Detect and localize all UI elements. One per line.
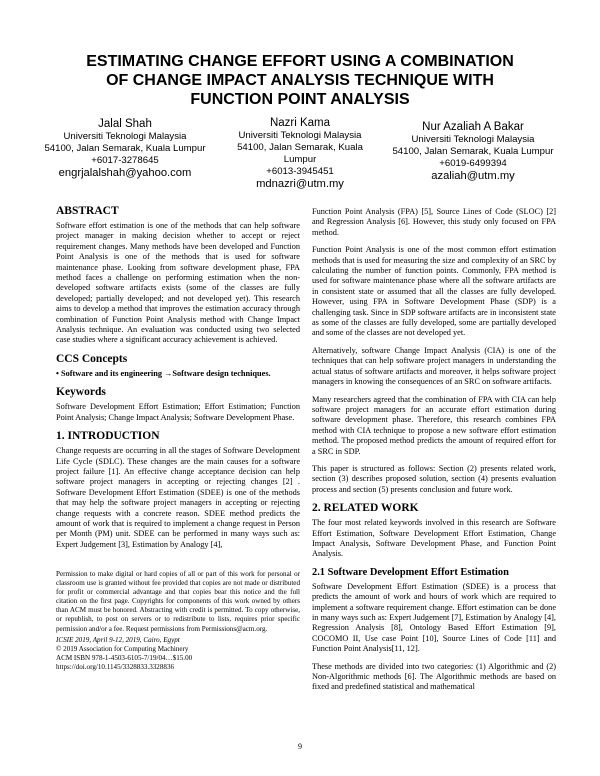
author-name: Nur Azaliah A Bakar: [422, 121, 524, 133]
related-work-heading: 2. RELATED WORK: [312, 502, 419, 515]
keywords-text: Software Development Effort Estimation; Effort Estimation; Function Point Analysis; Change Impact Analysis; Software Development Phase.: [56, 402, 300, 422]
ccs-text: • Software and its engineering →Software design techniques.: [56, 368, 271, 378]
paragraph: Function Point Analysis (FPA) [5], Source Lines of Code (SLOC) [2] and Regression Analysis [6]. However, this study only focused on FPA method.: [312, 207, 556, 237]
title-line-2: OF CHANGE IMPACT ANALYSIS TECHNIQUE WITH: [106, 72, 494, 89]
author-name: Jalal Shah: [98, 118, 152, 130]
author-email: mdnazri@utm.my: [256, 178, 344, 190]
ccs-heading: CCS Concepts: [56, 352, 128, 365]
doi-link[interactable]: https://doi.org/10.1145/3328833.3328836: [56, 662, 175, 671]
author-affiliation: Universiti Teknologi Malaysia: [238, 130, 362, 141]
conference-line: ICSIE 2019, April 9-12, 2019, Cairo, Egypt: [56, 635, 180, 644]
copyright-line: © 2019 Association for Computing Machinery: [56, 644, 189, 653]
author-block-3: [383, 120, 563, 183]
paragraph: Software Development Effort Estimation (SDEE) is a process that predicts the amount of work and hours of work which are required to implement a software requirement change. Effort estimation can be done in many ways such as: Expert Judgement [7], Estimation by Analogy [4], Regression Analysis [8], Ontology Based Effort Estimation [9], COCOMO II, Use case Point [10], Source Lines of Code [11] and Function Point Analysis[11, 12].: [312, 581, 556, 654]
introduction-heading: 1. INTRODUCTION: [56, 430, 160, 443]
subsection-heading: 2.1 Software Development Effort Estimation: [312, 566, 509, 578]
author-address: 54100, Jalan Semarak, Kuala Lumpur: [237, 142, 363, 165]
left-column: [56, 203, 300, 557]
paper-title: [40, 52, 560, 109]
author-affiliation: Universiti Teknologi Malaysia: [63, 131, 187, 142]
abstract-text: Software effort estimation is one of the methods that can help software project manager in making decision whether to accept or reject requirement changes. Many methods have been developed and Function Point Analysis is one of the methods that is used for software maintenance phase. Looking from software development phase, FPA method faces a challenge on performing estimation when the non-developed software artifacts exists (some of the classes are fully developed; partially developed; and not developed yet). This research aims to develop a method that improves the estimation accuracy through combination of Function Point Analysis method with Change Impact Analysis technique. An evaluation was conducted using two selected case studies where a significant accuracy achievement is achieved.: [56, 221, 300, 345]
author-phone: +6019-6499394: [439, 158, 507, 169]
author-block-2: [210, 116, 390, 191]
author-email: engrjalalshah@yahoo.com: [58, 167, 192, 179]
permission-notice: [56, 570, 300, 672]
author-email: azaliah@utm.my: [431, 170, 515, 182]
page-number: 9: [298, 742, 302, 751]
paragraph: Many researchers agreed that the combination of FPA with CIA can help software project managers for an accurate effort estimation during software development phase. Therefore, this research combines FPA method with CIA technique to propose a new software effort estimation method. The proposed method predicts the amount of required effort for a SRC in SDP.: [312, 394, 556, 456]
author-phone: +6017-3278645: [91, 155, 159, 166]
author-address: 54100, Jalan Semarak, Kuala Lumpur: [392, 146, 554, 157]
author-phone: +6013-3945451: [266, 166, 334, 177]
permission-text: Permission to make digital or hard copies of all or part of this work for personal or classroom use is granted without fee provided that copies are not made or distributed for profit or commercial advantage and that copies bear this notice and the full citation on the first page. Copyrights for components of this work owned by others than ACM must be honored. Abstracting with credit is permitted. To copy otherwise, or republish, to post on servers or to redistribute to lists, requires prior specific permission and/or a fee. Request permissions from Permissions@acm.org.: [56, 570, 300, 633]
author-block-1: [35, 117, 215, 180]
paragraph: Alternatively, software Change Impact Analysis (CIA) is one of the techniques that can help software project managers in understanding the actual status of software artifacts and moreover, it helps software project managers in knowing the consequences of an SRC on software artifacts.: [312, 345, 556, 387]
author-affiliation: Universiti Teknologi Malaysia: [411, 134, 535, 145]
abstract-heading: ABSTRACT: [56, 205, 119, 217]
author-address: 54100, Jalan Semarak, Kuala Lumpur: [44, 143, 206, 154]
paragraph: The four most related keywords involved in this research are Software Effort Estimation, Software Development Effort Estimation, Change Impact Analysis, Software Development Phase, and Function Point Analysis.: [312, 518, 556, 559]
paragraph: These methods are divided into two categories: (1) Algorithmic and (2) Non-Algorithmic methods [6]. The Algorithmic methods are based on fixed and predefined statistical and mathematical: [312, 661, 556, 692]
keywords-heading: Keywords: [56, 386, 106, 399]
author-name: Nazri Kama: [269, 117, 331, 129]
introduction-paragraph: Change requests are occurring in all the stages of Software Development Life Cycle (SDLC). These changes are the main causes for a software project failure [1]. An effective change acceptance decision can help software project managers in accepting or rejecting changes [2] . Software Development Effort Estimation (SDEE) is one of the methods that may help the software project managers in accepting or rejecting change requests with a concrete reason. SDEE method predicts the amount of work that is required to implement a change request in Person per Month (PM) unit. SDEE can be performed in many ways such as: Expert Judgement [3], Estimation by Analogy [4],: [56, 446, 300, 549]
paragraph: This paper is structured as follows: Section (2) presents related work, section (3) describes proposed solution, section (4) presents evaluation process and section (5) presents conclusion and future work.: [312, 463, 556, 494]
right-column: [312, 207, 556, 700]
title-line-3: FUNCTION POINT ANALYSIS: [190, 91, 410, 108]
paragraph: Function Point Analysis is one of the most common effort estimation methods that is used for measuring the size and complexity of an SRC by calculating the number of function points. Commonly, FPA method is used for software maintenance phase where all the software artifacts are in consistent state or assumed that all the classes are fully developed. However, using FPA in Software Development Phase (SDP) is a challenging task. Since in SDP software artifacts are in inconsistent state as some of the classes are fully developed, some are partially developed and some of the classes are not developed yet.: [312, 245, 556, 338]
isbn-line: ACM ISBN 978-1-4503-6105-7/19/04…$15.00: [56, 653, 193, 662]
title-line-1: ESTIMATING CHANGE EFFORT USING A COMBINATION: [86, 53, 514, 70]
